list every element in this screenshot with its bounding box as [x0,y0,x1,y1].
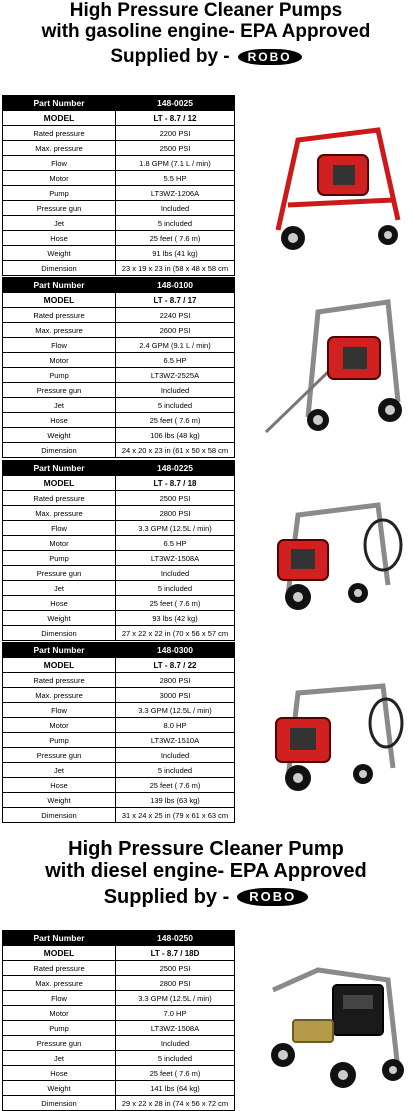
spec-label: Part Number [3,461,116,476]
diesel-heading-line1: High Pressure Cleaner Pump [68,838,344,860]
spec-label: MODEL [3,111,116,126]
spec-label: MODEL [3,476,116,491]
spec-value: 1.8 GPM (7.1 L / min) [116,156,235,171]
spec-value: 148-0300 [116,643,235,658]
spec-header-row [3,461,235,476]
spec-row [3,1021,235,1036]
spec-label: Motor [3,718,116,733]
spec-value: 25 feet ( 7.6 m) [116,231,235,246]
supplied-by-text: Supplied by - [110,46,230,67]
spec-label: Pump [3,368,116,383]
spec-label: Jet [3,763,116,778]
spec-label: Rated pressure [3,491,116,506]
spec-value: LT3WZ-1508A [116,1021,235,1036]
spec-value: 2500 PSI [116,491,235,506]
spec-value: 8.0 HP [116,718,235,733]
spec-value: 27 x 22 x 22 in (70 x 56 x 57 cm [116,626,235,641]
spec-row [3,1006,235,1021]
spec-row [3,1096,235,1111]
pressure-washer-image-148-0250 [258,950,408,1100]
spec-label: Flow [3,991,116,1006]
spec-label: Pressure gun [3,201,116,216]
spec-value: 2600 PSI [116,323,235,338]
spec-row [3,506,235,521]
spec-value: 25 feet ( 7.6 m) [116,1066,235,1081]
spec-label: Hose [3,1066,116,1081]
spec-value: 25 feet ( 7.6 m) [116,413,235,428]
spec-table-148-0250 [2,930,235,1111]
spec-label: Pressure gun [3,566,116,581]
spec-value: LT - 8.7 / 18D [116,946,235,961]
spec-header-row [3,96,235,111]
spec-row [3,308,235,323]
spec-row [3,536,235,551]
spec-label: Flow [3,703,116,718]
spec-row [3,748,235,763]
spec-row [3,323,235,338]
spec-value: Included [116,748,235,763]
spec-row [3,733,235,748]
spec-label: Max. pressure [3,323,116,338]
spec-label: Jet [3,1051,116,1066]
spec-label: Flow [3,338,116,353]
spec-label: Max. pressure [3,506,116,521]
spec-value: Included [116,383,235,398]
spec-value: 6.5 HP [116,536,235,551]
spec-label: Max. pressure [3,141,116,156]
spec-value: 3.3 GPM (12.5L / min) [116,521,235,536]
spec-label: Rated pressure [3,673,116,688]
spec-row [3,231,235,246]
spec-label: Pump [3,551,116,566]
spec-label: Jet [3,216,116,231]
spec-value: 31 x 24 x 25 in (79 x 61 x 63 cm [116,808,235,823]
spec-label: Hose [3,778,116,793]
spec-label: Max. pressure [3,688,116,703]
spec-row [3,201,235,216]
spec-label: Motor [3,353,116,368]
spec-row [3,658,235,673]
spec-value: 2.4 GPM (9.1 L / min) [116,338,235,353]
spec-table-148-0225 [2,460,235,641]
spec-row [3,476,235,491]
spec-label: Dimension [3,443,116,458]
spec-label: Weight [3,428,116,443]
gasoline-supplier-line [110,46,301,67]
spec-value: 2800 PSI [116,976,235,991]
spec-value: 3.3 GPM (12.5L / min) [116,991,235,1006]
spec-label: Pressure gun [3,748,116,763]
spec-value: LT - 8.7 / 17 [116,293,235,308]
spec-row [3,1066,235,1081]
spec-value: 91 lbs (41 kg) [116,246,235,261]
spec-value: LT - 8.7 / 18 [116,476,235,491]
spec-value: 3.3 GPM (12.5L / min) [116,703,235,718]
spec-row [3,778,235,793]
spec-row [3,581,235,596]
spec-value: 24 x 20 x 23 in (61 x 50 x 58 cm [116,443,235,458]
spec-label: Motor [3,1006,116,1021]
spec-row [3,808,235,823]
gasoline-heading-line1: High Pressure Cleaner Pumps [69,0,343,21]
spec-label: Weight [3,1081,116,1096]
spec-label: Pressure gun [3,383,116,398]
spec-row [3,1036,235,1051]
spec-label: Jet [3,581,116,596]
spec-label: Pump [3,1021,116,1036]
spec-value: 5 included [116,763,235,778]
diesel-heading [0,838,412,908]
spec-row [3,156,235,171]
spec-value: Included [116,566,235,581]
spec-label: Rated pressure [3,126,116,141]
spec-value: LT3WZ-1508A [116,551,235,566]
spec-label: Pump [3,186,116,201]
spec-row [3,293,235,308]
spec-value: LT3WZ-1510A [116,733,235,748]
spec-row [3,353,235,368]
spec-value: 5 included [116,398,235,413]
spec-row [3,611,235,626]
spec-table-148-0300 [2,642,235,823]
spec-header-row [3,278,235,293]
spec-label: Weight [3,246,116,261]
spec-label: Part Number [3,278,116,293]
spec-row [3,186,235,201]
spec-row [3,428,235,443]
spec-value: 106 lbs (48 kg) [116,428,235,443]
spec-header-row [3,643,235,658]
spec-value: 25 feet ( 7.6 m) [116,596,235,611]
spec-value: 139 lbs (63 kg) [116,793,235,808]
spec-label: Weight [3,611,116,626]
spec-label: Pump [3,733,116,748]
diesel-supplier-line [104,886,309,908]
spec-label: Hose [3,596,116,611]
spec-label: Dimension [3,626,116,641]
spec-value: 23 x 19 x 23 in (58 x 48 x 58 cm [116,261,235,276]
spec-label: Flow [3,521,116,536]
spec-label: Part Number [3,931,116,946]
spec-value: 6.5 HP [116,353,235,368]
spec-value: LT - 8.7 / 12 [116,111,235,126]
spec-label: Motor [3,536,116,551]
spec-row [3,338,235,353]
spec-value: 148-0250 [116,931,235,946]
spec-row [3,216,235,231]
spec-value: 5 included [116,216,235,231]
spec-value: 29 x 22 x 28 in (74 x 56 x 72 cm [116,1096,235,1111]
spec-row [3,626,235,641]
spec-value: 2800 PSI [116,673,235,688]
spec-label: Hose [3,413,116,428]
pressure-washer-image-148-0100 [258,292,408,442]
spec-value: 7.0 HP [116,1006,235,1021]
spec-row [3,261,235,276]
spec-label: Rated pressure [3,961,116,976]
spec-label: MODEL [3,658,116,673]
spec-row [3,596,235,611]
gasoline-heading-line2: with gasoline engine- EPA Approved [41,21,371,42]
spec-row [3,551,235,566]
spec-table-148-0025 [2,95,235,276]
spec-value: 141 lbs (64 kg) [116,1081,235,1096]
spec-label: Motor [3,171,116,186]
spec-row [3,763,235,778]
spec-row [3,1081,235,1096]
spec-row [3,171,235,186]
spec-row [3,673,235,688]
spec-row [3,111,235,126]
spec-value: 93 lbs (42 kg) [116,611,235,626]
spec-label: Hose [3,231,116,246]
spec-value: LT3WZ-1206A [116,186,235,201]
gasoline-heading [0,0,412,67]
spec-row [3,521,235,536]
supplied-by-text: Supplied by - [103,886,230,908]
pressure-washer-image-148-0025 [258,110,408,260]
spec-label: MODEL [3,946,116,961]
spec-value: 5.5 HP [116,171,235,186]
spec-value: LT3WZ-2525A [116,368,235,383]
spec-value: 2500 PSI [116,961,235,976]
spec-value: 2800 PSI [116,506,235,521]
spec-value: Included [116,1036,235,1051]
spec-label: Flow [3,156,116,171]
spec-label: Dimension [3,1096,116,1111]
spec-value: 2200 PSI [116,126,235,141]
spec-row [3,126,235,141]
spec-row [3,368,235,383]
spec-label: MODEL [3,293,116,308]
robo-logo: ROBO [238,49,302,65]
spec-label: Part Number [3,643,116,658]
spec-value: Included [116,201,235,216]
spec-value: LT - 8.7 / 22 [116,658,235,673]
spec-label: Pressure gun [3,1036,116,1051]
spec-value: 148-0225 [116,461,235,476]
spec-table-148-0100 [2,277,235,458]
spec-value: 5 included [116,1051,235,1066]
spec-row [3,413,235,428]
spec-value: 148-0025 [116,96,235,111]
spec-label: Rated pressure [3,308,116,323]
spec-row [3,383,235,398]
spec-value: 148-0100 [116,278,235,293]
robo-logo: ROBO [237,888,308,906]
spec-row [3,718,235,733]
spec-row [3,443,235,458]
spec-label: Dimension [3,261,116,276]
spec-row [3,566,235,581]
spec-row [3,793,235,808]
diesel-heading-line2: with diesel engine- EPA Approved [45,860,367,882]
spec-row [3,688,235,703]
spec-label: Part Number [3,96,116,111]
spec-value: 25 feet ( 7.6 m) [116,778,235,793]
spec-value: 5 included [116,581,235,596]
spec-value: 2500 PSI [116,141,235,156]
pressure-washer-image-148-0225 [258,485,408,615]
pressure-washer-image-148-0300 [258,668,408,798]
spec-row [3,976,235,991]
spec-row [3,946,235,961]
spec-label: Max. pressure [3,976,116,991]
spec-row [3,246,235,261]
spec-row [3,703,235,718]
spec-header-row [3,931,235,946]
spec-row [3,398,235,413]
spec-row [3,991,235,1006]
spec-row [3,141,235,156]
spec-label: Jet [3,398,116,413]
spec-row [3,961,235,976]
spec-value: 2240 PSI [116,308,235,323]
spec-row [3,491,235,506]
spec-value: 3000 PSI [116,688,235,703]
spec-label: Dimension [3,808,116,823]
spec-row [3,1051,235,1066]
spec-label: Weight [3,793,116,808]
